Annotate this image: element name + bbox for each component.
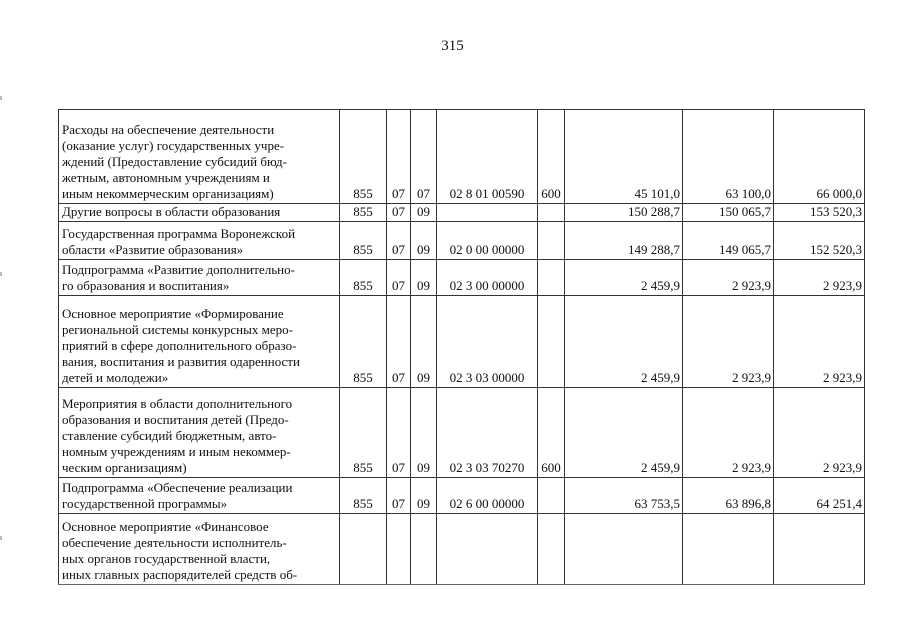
amount-year-3: 153 520,3 [774, 204, 865, 222]
ministry-code: 855 [340, 296, 387, 388]
target-article: 02 0 00 00000 [437, 222, 538, 260]
table-row [59, 260, 865, 296]
description-line: го образования и воспитания» [62, 278, 230, 293]
target-article: 02 6 00 00000 [437, 478, 538, 514]
table-row [59, 296, 865, 388]
amount-year-3: 64 251,4 [774, 478, 865, 514]
expense-type [538, 296, 565, 388]
amount-year-2 [683, 514, 774, 585]
page-number: 315 [441, 38, 464, 54]
amount-year-2: 2 923,9 [683, 388, 774, 478]
section-code: 07 [387, 204, 411, 222]
amount-year-1: 2 459,9 [565, 388, 683, 478]
table-row [59, 388, 865, 478]
section-code: 07 [387, 388, 411, 478]
row-description [59, 296, 340, 388]
description-line: Основное мероприятие «Формирование [62, 306, 284, 321]
table-row [59, 110, 865, 204]
amount-year-3: 2 923,9 [774, 388, 865, 478]
row-description [59, 204, 340, 222]
description-line: Подпрограмма «Обеспечение реализации [62, 480, 293, 495]
description-line: ждений (Предоставление субсидий бюд- [62, 154, 287, 169]
table-row [59, 222, 865, 260]
amount-year-3 [774, 514, 865, 585]
amount-year-3: 2 923,9 [774, 296, 865, 388]
target-article: 02 3 03 00000 [437, 296, 538, 388]
description-line: иных главных распорядителей средств об- [62, 567, 298, 582]
description-line: Государственная программа Воронежской [62, 226, 296, 241]
target-article [437, 204, 538, 222]
description-line: приятий в сфере дополнительного образо- [62, 338, 297, 353]
subsection-code: 09 [411, 222, 437, 260]
table-row [59, 204, 865, 222]
amount-year-3: 2 923,9 [774, 260, 865, 296]
amount-year-2: 63 896,8 [683, 478, 774, 514]
amount-year-1: 63 753,5 [565, 478, 683, 514]
subsection-code: 07 [411, 110, 437, 204]
ministry-code: 855 [340, 222, 387, 260]
description-line: (оказание услуг) государственных учре- [62, 138, 285, 153]
expense-type [538, 204, 565, 222]
description-line: ческим организациям) [62, 460, 187, 475]
target-article [437, 514, 538, 585]
description-line: образования и воспитания детей (Предо- [62, 412, 289, 427]
amount-year-1: 2 459,9 [565, 296, 683, 388]
amount-year-3: 66 000,0 [774, 110, 865, 204]
subsection-code: 09 [411, 260, 437, 296]
scan-edge-mark [0, 96, 2, 100]
scan-edge-mark [0, 272, 2, 276]
section-code: 07 [387, 260, 411, 296]
amount-year-1: 45 101,0 [565, 110, 683, 204]
row-description [59, 110, 340, 204]
section-code: 07 [387, 110, 411, 204]
description-line: жетным, автономным учреждениям и [62, 170, 270, 185]
description-line: детей и молодежи» [62, 370, 169, 385]
description-line: Другие вопросы в области образования [62, 204, 281, 219]
row-description [59, 260, 340, 296]
ministry-code: 855 [340, 478, 387, 514]
row-description [59, 222, 340, 260]
row-description [59, 514, 340, 585]
description-line: номным учреждениям и иным некоммер- [62, 444, 291, 459]
ministry-code: 855 [340, 204, 387, 222]
target-article: 02 3 03 70270 [437, 388, 538, 478]
amount-year-1: 2 459,9 [565, 260, 683, 296]
section-code: 07 [387, 296, 411, 388]
amount-year-2: 2 923,9 [683, 260, 774, 296]
subsection-code: 09 [411, 388, 437, 478]
expense-type: 600 [538, 388, 565, 478]
row-description [59, 478, 340, 514]
expense-type [538, 222, 565, 260]
expense-type [538, 478, 565, 514]
description-line: области «Развитие образования» [62, 242, 244, 257]
section-code: 07 [387, 478, 411, 514]
amount-year-1 [565, 514, 683, 585]
description-line: вания, воспитания и развития одаренности [62, 354, 300, 369]
ministry-code: 855 [340, 388, 387, 478]
amount-year-3: 152 520,3 [774, 222, 865, 260]
ministry-code: 855 [340, 260, 387, 296]
section-code [387, 514, 411, 585]
description-line: региональной системы конкурсных меро- [62, 322, 293, 337]
table-row [59, 514, 865, 585]
description-line: Мероприятия в области дополнительного [62, 396, 293, 411]
amount-year-1: 149 288,7 [565, 222, 683, 260]
description-line: Расходы на обеспечение деятельности [62, 122, 275, 137]
row-description [59, 388, 340, 478]
subsection-code [411, 514, 437, 585]
amount-year-2: 150 065,7 [683, 204, 774, 222]
section-code: 07 [387, 222, 411, 260]
ministry-code [340, 514, 387, 585]
subsection-code: 09 [411, 296, 437, 388]
amount-year-2: 2 923,9 [683, 296, 774, 388]
table-body [59, 110, 865, 585]
description-line: иным некоммерческим организациям) [62, 186, 274, 201]
expense-type: 600 [538, 110, 565, 204]
table-row [59, 478, 865, 514]
amount-year-2: 63 100,0 [683, 110, 774, 204]
expense-type [538, 260, 565, 296]
budget-table [58, 109, 865, 585]
subsection-code: 09 [411, 204, 437, 222]
target-article: 02 3 00 00000 [437, 260, 538, 296]
description-line: Основное мероприятие «Финансовое [62, 519, 269, 534]
description-line: обеспечение деятельности исполнитель- [62, 535, 287, 550]
ministry-code: 855 [340, 110, 387, 204]
amount-year-2: 149 065,7 [683, 222, 774, 260]
amount-year-1: 150 288,7 [565, 204, 683, 222]
description-line: государственной программы» [62, 496, 228, 511]
target-article: 02 8 01 00590 [437, 110, 538, 204]
description-line: ных органов государственной власти, [62, 551, 271, 566]
description-line: ставление субсидий бюджетным, авто- [62, 428, 277, 443]
description-line: Подпрограмма «Развитие дополнительно- [62, 262, 295, 277]
scan-edge-mark [0, 536, 2, 540]
subsection-code: 09 [411, 478, 437, 514]
expense-type [538, 514, 565, 585]
